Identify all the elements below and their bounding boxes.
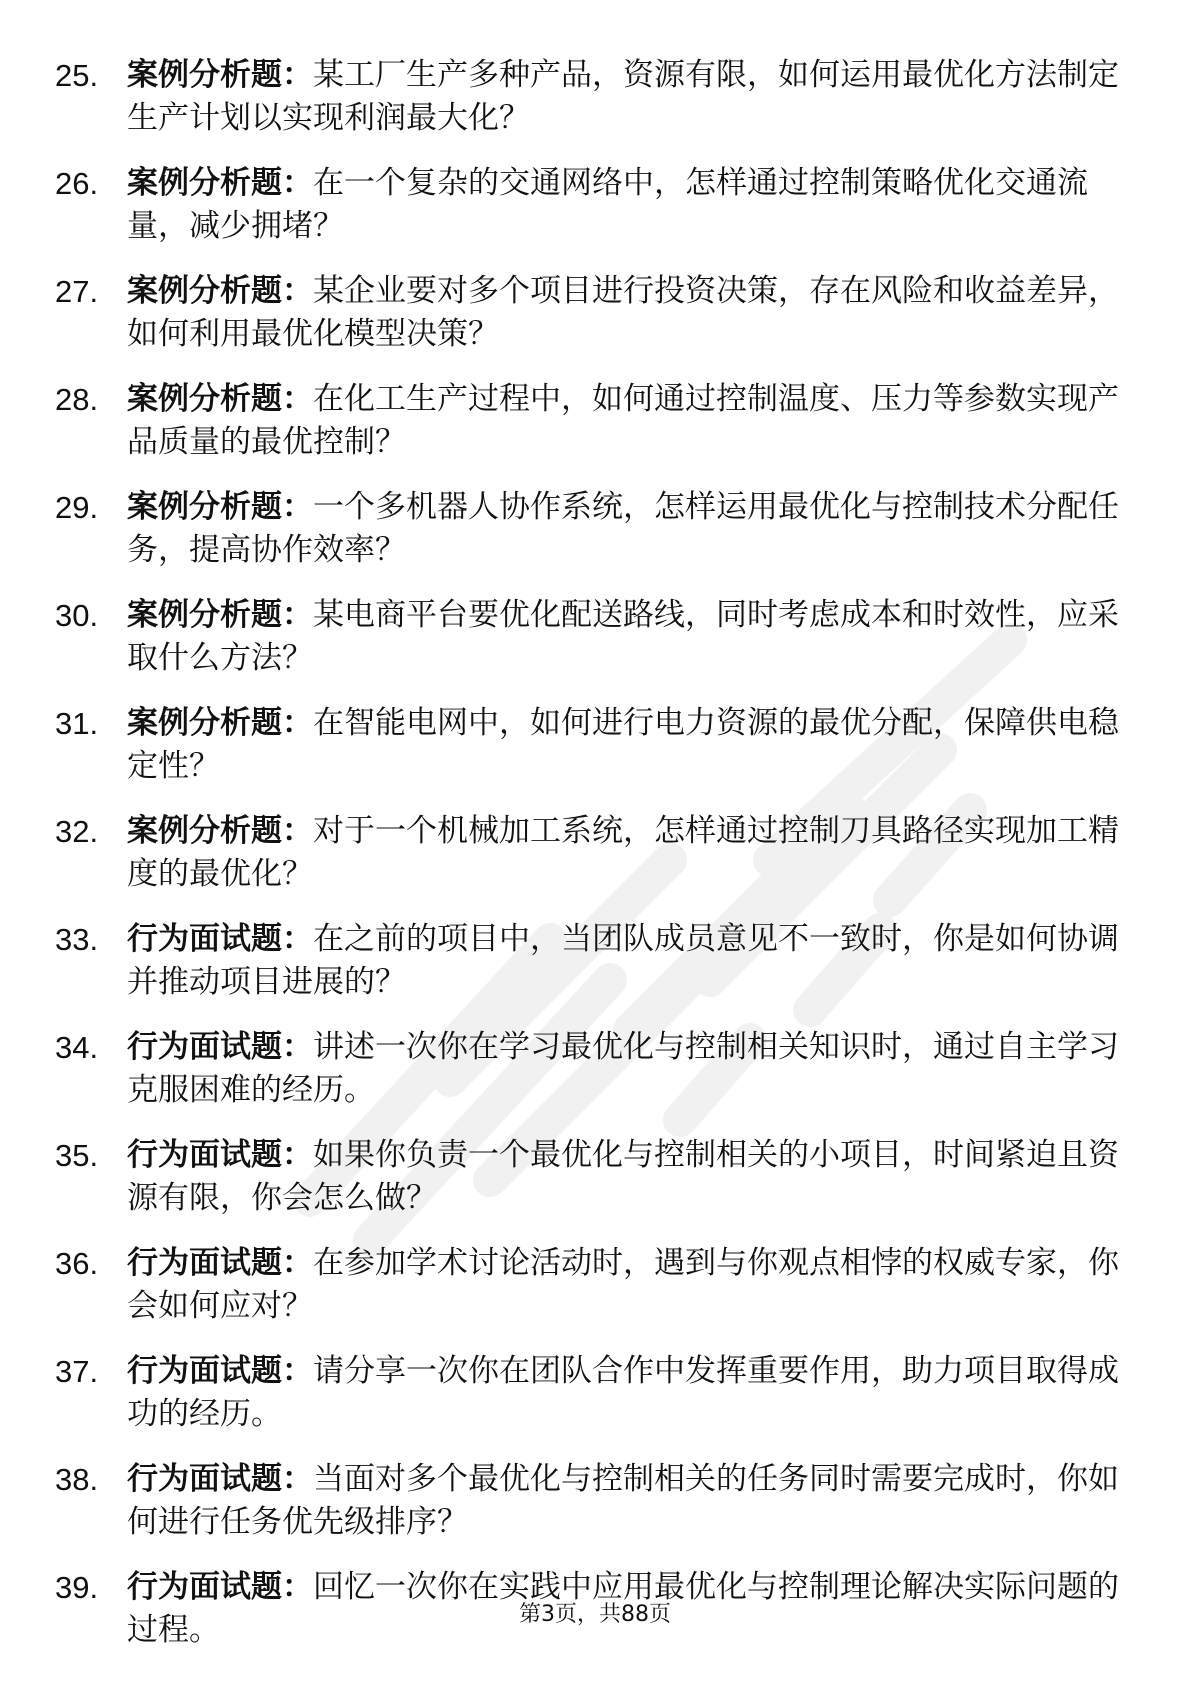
- question-list: [55, 54, 1135, 1674]
- question-type: 行为面试题：: [127, 1353, 313, 1389]
- question-body: [127, 54, 1135, 140]
- question-number: 30.: [55, 598, 99, 633]
- question-number: 28.: [55, 382, 99, 417]
- question-body: [127, 162, 1135, 248]
- question-type: 案例分析题：: [127, 273, 313, 309]
- question-body: [127, 918, 1135, 1004]
- question-body: [127, 1242, 1135, 1328]
- question-text: 某工厂生产多种产品，资源有限，如何运用最优化方法制定生产计划以实现利润最大化？: [127, 57, 1119, 136]
- question-body: [127, 1458, 1135, 1544]
- question-item: [55, 594, 1135, 680]
- question-number: 37.: [55, 1354, 99, 1389]
- question-text: 讲述一次你在学习最优化与控制相关知识时，通过自主学习克服困难的经历。: [127, 1029, 1119, 1108]
- question-text: 某电商平台要优化配送路线，同时考虑成本和时效性，应采取什么方法？: [127, 597, 1119, 676]
- question-number: 29.: [55, 490, 99, 525]
- question-text: 请分享一次你在团队合作中发挥重要作用，助力项目取得成功的经历。: [127, 1353, 1119, 1432]
- question-text: 某企业要对多个项目进行投资决策，存在风险和收益差异，如何利用最优化模型决策？: [127, 273, 1119, 352]
- question-number: 35.: [55, 1138, 99, 1173]
- question-type: 案例分析题：: [127, 57, 313, 93]
- question-text: 在参加学术讨论活动时，遇到与你观点相悖的权威专家，你会如何应对？: [127, 1245, 1119, 1324]
- question-text: 在智能电网中，如何进行电力资源的最优分配，保障供电稳定性？: [127, 705, 1119, 784]
- question-type: 案例分析题：: [127, 165, 313, 201]
- question-text: 如果你负责一个最优化与控制相关的小项目，时间紧迫且资源有限，你会怎么做？: [127, 1137, 1119, 1216]
- question-type: 行为面试题：: [127, 1137, 313, 1173]
- question-type: 行为面试题：: [127, 1245, 313, 1281]
- question-item: [55, 378, 1135, 464]
- question-body: [127, 1134, 1135, 1220]
- question-body: [127, 1350, 1135, 1436]
- question-type: 行为面试题：: [127, 1461, 313, 1497]
- question-number: 32.: [55, 814, 99, 849]
- question-text: 在一个复杂的交通网络中，怎样通过控制策略优化交通流量，减少拥堵？: [127, 165, 1088, 244]
- question-item: [55, 1242, 1135, 1328]
- question-type: 行为面试题：: [127, 921, 313, 957]
- question-number: 38.: [55, 1462, 99, 1497]
- question-item: [55, 810, 1135, 896]
- question-type: 案例分析题：: [127, 381, 313, 417]
- question-number: 34.: [55, 1030, 99, 1065]
- question-item: [55, 1026, 1135, 1112]
- question-text: 在之前的项目中，当团队成员意见不一致时，你是如何协调并推动项目进展的？: [127, 921, 1119, 1000]
- question-text: 回忆一次你在实践中应用最优化与控制理论解决实际问题的过程。: [127, 1569, 1119, 1648]
- question-body: [127, 1026, 1135, 1112]
- question-type: 案例分析题：: [127, 813, 313, 849]
- question-number: 33.: [55, 922, 99, 957]
- question-body: [127, 810, 1135, 896]
- question-item: [55, 54, 1135, 140]
- question-item: [55, 486, 1135, 572]
- question-type: 案例分析题：: [127, 597, 313, 633]
- question-number: 27.: [55, 274, 99, 309]
- question-body: [127, 594, 1135, 680]
- question-type: 行为面试题：: [127, 1569, 313, 1605]
- question-item: [55, 1134, 1135, 1220]
- question-number: 25.: [55, 58, 99, 93]
- page-number-footer: 第3页，共88页: [519, 1602, 671, 1627]
- question-body: [127, 486, 1135, 572]
- question-type: 行为面试题：: [127, 1029, 313, 1065]
- question-text: 在化工生产过程中，如何通过控制温度、压力等参数实现产品质量的最优控制？: [127, 381, 1119, 460]
- question-item: [55, 1350, 1135, 1436]
- question-body: [127, 702, 1135, 788]
- question-body: [127, 378, 1135, 464]
- question-text: 当面对多个最优化与控制相关的任务同时需要完成时，你如何进行任务优先级排序？: [127, 1461, 1119, 1540]
- question-text: 对于一个机械加工系统，怎样通过控制刀具路径实现加工精度的最优化？: [127, 813, 1119, 892]
- question-item: [55, 1458, 1135, 1544]
- question-item: [55, 270, 1135, 356]
- question-type: 案例分析题：: [127, 489, 313, 525]
- question-item: [55, 162, 1135, 248]
- question-item: [55, 702, 1135, 788]
- question-type: 案例分析题：: [127, 705, 313, 741]
- question-number: 39.: [55, 1570, 99, 1605]
- question-number: 36.: [55, 1246, 99, 1281]
- question-text: 一个多机器人协作系统，怎样运用最优化与控制技术分配任务，提高协作效率？: [127, 489, 1119, 568]
- question-number: 26.: [55, 166, 99, 201]
- question-body: [127, 270, 1135, 356]
- question-number: 31.: [55, 706, 99, 741]
- question-item: [55, 918, 1135, 1004]
